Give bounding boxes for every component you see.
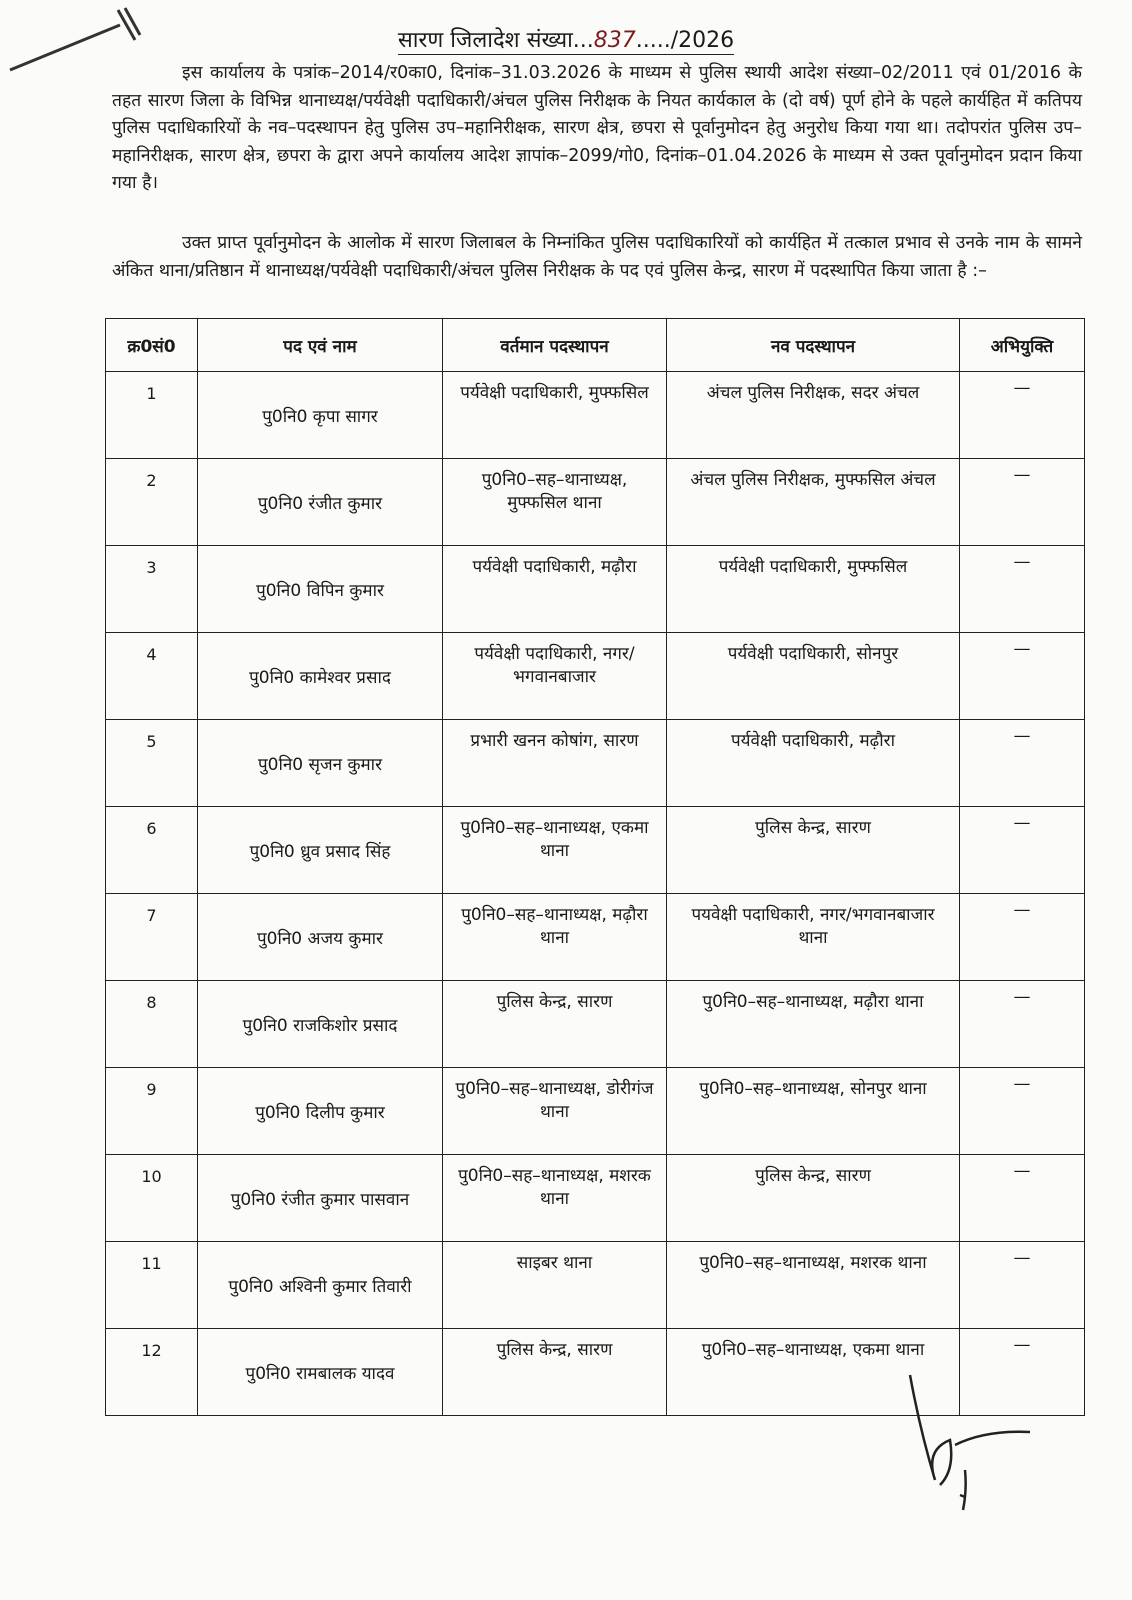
serial-number: 10 — [106, 1155, 198, 1242]
paragraph-2: उक्त प्राप्त पूर्वानुमोदन के आलोक में सारण जिलाबल के निम्नांकित पुलिस पदाधिकारियों को कार्यहित में तत्काल प्रभाव से उनके नाम के सामने अंकित थाना/प्रतिष्ठान में थानाध्यक्ष/पर्यवेक्षी पदाधिकारी/अंचल पुलिस निरीक्षक के पद एवं पुलिस केन्द्र, सारण में पदस्थापित किया जाता है :– — [112, 233, 1082, 281]
new-posting: पुलिस केन्द्र, सारण — [667, 1155, 960, 1242]
new-posting: पु0नि0–सह–थानाध्यक्ष, मशरक थाना — [667, 1242, 960, 1329]
table-row — [106, 894, 1085, 981]
remark: — — [960, 372, 1085, 459]
new-posting: पयवेक्षी पदाधिकारी, नगर/भगवानबाजार थाना — [667, 894, 960, 981]
header-remark: अभियुक्ति — [960, 319, 1085, 372]
header-name: पद एवं नाम — [198, 319, 443, 372]
officer-name: पु0नि0 रंजीत कुमार पासवान — [198, 1155, 443, 1242]
header-sn: क्र0सं0 — [106, 319, 198, 372]
current-posting: पु0नि0–सह–थानाध्यक्ष, मुफ्फसिल थाना — [443, 459, 667, 546]
current-posting: पु0नि0–सह–थानाध्यक्ष, मशरक थाना — [443, 1155, 667, 1242]
current-posting: पर्यवेक्षी पदाधिकारी, नगर/भगवानबाजार — [443, 633, 667, 720]
officer-name: पु0नि0 सृजन कुमार — [198, 720, 443, 807]
officer-name: पु0नि0 कृपा सागर — [198, 372, 443, 459]
serial-number: 5 — [106, 720, 198, 807]
serial-number: 4 — [106, 633, 198, 720]
new-posting: पर्यवेक्षी पदाधिकारी, सोनपुर — [667, 633, 960, 720]
remark: — — [960, 633, 1085, 720]
current-posting: प्रभारी खनन कोषांग, सारण — [443, 720, 667, 807]
remark: — — [960, 720, 1085, 807]
table-row — [106, 720, 1085, 807]
table-row — [106, 1155, 1085, 1242]
officer-name: पु0नि0 रामबालक यादव — [198, 1329, 443, 1416]
officer-name: पु0नि0 विपिन कुमार — [198, 546, 443, 633]
current-posting: पु0नि0–सह–थानाध्यक्ष, एकमा थाना — [443, 807, 667, 894]
serial-number: 2 — [106, 459, 198, 546]
posting-table — [105, 318, 1085, 1416]
serial-number: 6 — [106, 807, 198, 894]
officer-name: पु0नि0 दिलीप कुमार — [198, 1068, 443, 1155]
current-posting: पुलिस केन्द्र, सारण — [443, 1329, 667, 1416]
remark: — — [960, 894, 1085, 981]
remark: — — [960, 807, 1085, 894]
current-posting: साइबर थाना — [443, 1242, 667, 1329]
header-new: नव पदस्थापन — [667, 319, 960, 372]
remark: — — [960, 459, 1085, 546]
new-posting: पु0नि0–सह–थानाध्यक्ष, सोनपुर थाना — [667, 1068, 960, 1155]
officer-name: पु0नि0 रंजीत कुमार — [198, 459, 443, 546]
header-current: वर्तमान पदस्थापन — [443, 319, 667, 372]
serial-number: 3 — [106, 546, 198, 633]
officer-name: पु0नि0 कामेश्वर प्रसाद — [198, 633, 443, 720]
new-posting: पु0नि0–सह–थानाध्यक्ष, मढ़ौरा थाना — [667, 981, 960, 1068]
current-posting: पर्यवेक्षी पदाधिकारी, मढ़ौरा — [443, 546, 667, 633]
officer-name: पु0नि0 अजय कुमार — [198, 894, 443, 981]
serial-number: 12 — [106, 1329, 198, 1416]
remark: — — [960, 1068, 1085, 1155]
table-header — [106, 319, 1085, 372]
remark: — — [960, 1242, 1085, 1329]
serial-number: 8 — [106, 981, 198, 1068]
current-posting: पु0नि0–सह–थानाध्यक्ष, डोरीगंज थाना — [443, 1068, 667, 1155]
order-title: सारण जिलादेश संख्या...837...../2026 — [397, 28, 735, 53]
table-row — [106, 981, 1085, 1068]
new-posting: पुलिस केन्द्र, सारण — [667, 807, 960, 894]
remark: — — [960, 981, 1085, 1068]
new-posting: अंचल पुलिस निरीक्षक, सदर अंचल — [667, 372, 960, 459]
table-row — [106, 546, 1085, 633]
table-row — [106, 807, 1085, 894]
table-row — [106, 1068, 1085, 1155]
table-row — [106, 372, 1085, 459]
signature — [895, 1370, 1045, 1520]
current-posting: पुलिस केन्द्र, सारण — [443, 981, 667, 1068]
order-number: 837 — [593, 28, 636, 53]
serial-number: 7 — [106, 894, 198, 981]
new-posting: पर्यवेक्षी पदाधिकारी, मुफ्फसिल — [667, 546, 960, 633]
current-posting: पर्यवेक्षी पदाधिकारी, मुफ्फसिल — [443, 372, 667, 459]
new-posting: पु0नि0–सह–थानाध्यक्ष, एकमा थाना — [667, 1329, 960, 1416]
table-row — [106, 633, 1085, 720]
remark: — — [960, 1329, 1085, 1416]
remark: — — [960, 1155, 1085, 1242]
serial-number: 11 — [106, 1242, 198, 1329]
officer-name: पु0नि0 राजकिशोर प्रसाद — [198, 981, 443, 1068]
table-row — [106, 459, 1085, 546]
officer-name: पु0नि0 ध्रुव प्रसाद सिंह — [198, 807, 443, 894]
remark: — — [960, 546, 1085, 633]
serial-number: 1 — [106, 372, 198, 459]
table-row — [106, 1242, 1085, 1329]
new-posting: अंचल पुलिस निरीक्षक, मुफ्फसिल अंचल — [667, 459, 960, 546]
paragraph-1: इस कार्यालय के पत्रांक–2014/र0का0, दिनांक–31.03.2026 के माध्यम से पुलिस स्थायी आदेश संख्या–02/2011 एवं 01/2016 के तहत सारण जिला के विभिन्न थानाध्यक्ष/पर्यवेक्षी पदाधिकारी/अंचल पुलिस निरीक्षक के नियत कार्यकाल के (दो वर्ष) पूर्ण होने के पहले कार्यहित में कतिपय पुलिस पदाधिकारियों के नव–पदस्थापन हेतु पुलिस उप–महानिरीक्षक, सारण क्षेत्र, छपरा से पूर्वानुमोदन हेतु अनुरोध किया गया था। तदोपरांत पुलिस उप–महानिरीक्षक, सारण क्षेत्र, छपरा के द्वारा अपने कार्यालय आदेश ज्ञापांक–2099/गो0, दिनांक–01.04.2026 के माध्यम से उक्त पूर्वानुमोदन प्रदान किया गया है। — [112, 63, 1082, 193]
current-posting: पु0नि0–सह–थानाध्यक्ष, मढ़ौरा थाना — [443, 894, 667, 981]
new-posting: पर्यवेक्षी पदाधिकारी, मढ़ौरा — [667, 720, 960, 807]
officer-name: पु0नि0 अश्विनी कुमार तिवारी — [198, 1242, 443, 1329]
serial-number: 9 — [106, 1068, 198, 1155]
